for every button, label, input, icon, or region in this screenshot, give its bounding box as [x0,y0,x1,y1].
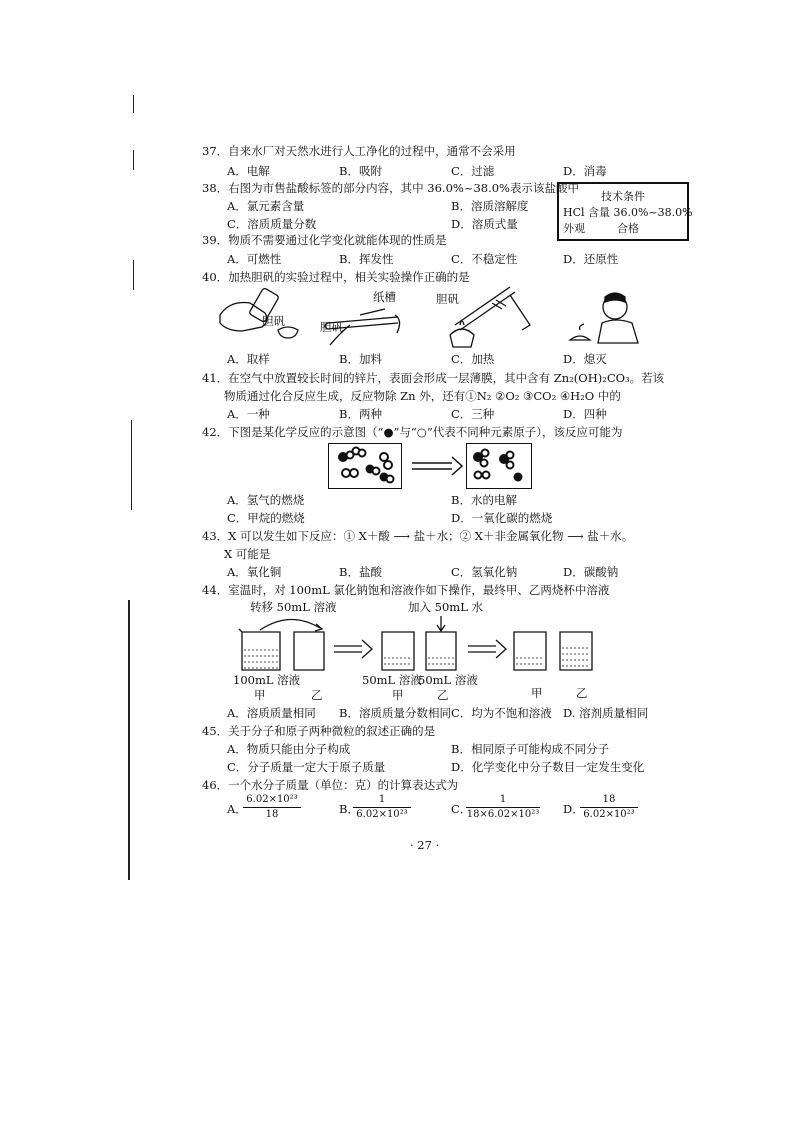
page-number: · 27 · [410,838,440,852]
q40-fig-b-label-trough: 纸槽 [373,290,396,304]
q37-option-b: B．吸附 [339,164,382,178]
q42-option-d: D．一氧化碳的燃烧 [451,511,553,525]
margin-mark [133,95,134,113]
q38-option-c: C．溶质质量分数 [227,217,317,231]
label-hcl-content: HCl 含量 36.0%~38.0% [563,206,693,219]
fraction-bar [466,807,540,808]
fig-c-heating [450,287,530,347]
q45-option-d: D．化学变化中分子数目一定发生变化 [451,760,645,774]
q46-option-d-fraction [580,794,638,821]
q39-option-b: B．挥发性 [339,252,394,266]
fig-a-take-sample [220,288,298,338]
q40-fig-c-label: 胆矾 [436,292,459,306]
q41-option-d: D．四种 [563,407,607,421]
q46-a-denominator: 18 [265,809,279,820]
q43-stem-line1: 43．X 可以发生如下反应：① X＋酸 ⟶ 盐＋水；② X＋非金属氧化物 ⟶ 盐＋水。 [202,529,634,543]
q46-c-numerator: 1 [499,794,507,805]
q45-option-b: B．相同原子可能构成不同分子 [451,742,609,756]
q40-fig-b-label-copper: 胆矾 [320,320,343,334]
q44-label-50ml-1: 50mL 溶液 [362,673,422,687]
q46-a-numerator: 6.02×10²³ [246,794,298,805]
q44-jia-2: 甲 [392,688,404,702]
label-appearance-value: 合格 [617,222,639,235]
q44-beakers-diagram [238,612,598,674]
hcl-label-box [557,182,693,241]
q40-option-a: A．取样 [227,352,270,366]
q46-option-a-fraction [243,794,301,821]
fraction-bar [353,807,411,808]
label-appearance-key: 外观 [563,222,585,235]
q37-option-a: A．电解 [227,164,270,178]
q39-option-a: A．可燃性 [227,252,282,266]
q37-stem: 37．自来水厂对天然水进行人工净化的过程中，通常不会采用 [202,144,516,158]
q46-stem: 46．一个水分子质量（单位：克）的计算表达式为 [202,778,459,792]
q43-stem-line2: X 可能是 [224,547,271,561]
q43-option-b: B．盐酸 [339,565,382,579]
margin-mark [133,260,134,290]
q42-option-a: A．氢气的燃烧 [227,493,305,507]
margin-mark [133,150,134,170]
q44-stem: 44．室温时，对 100mL 氯化钠饱和溶液作如下操作，最终甲、乙两烧杯中溶液 [202,583,610,597]
q39-option-d: D．还原性 [563,252,619,266]
q41-stem-line1: 41．在空气中放置较长时间的锌片，表面会形成一层薄膜，其中含有 Zn₂(OH)₂CO₃。若该 [202,371,665,385]
q44-option-d: D. 溶剂质量相同 [563,706,649,720]
label-title: 技术条件 [601,190,645,203]
q46-option-d-letter: D． [563,802,584,816]
fig-d-extinguish [570,293,638,343]
q44-jia-1: 甲 [254,688,266,702]
q46-option-c-letter: C． [451,802,472,816]
q37-option-c: C．过滤 [451,164,495,178]
q44-yi-3: 乙 [576,686,588,700]
q45-option-c: C．分子质量一定大于原子质量 [227,760,386,774]
q43-option-c: C．氢氧化钠 [451,565,518,579]
q42-stem: 42．下图是某化学反应的示意图（“●”与“○”代表不同种元素原子），该反应可能为 [202,425,623,439]
q44-option-c: C．均为不饱和溶液 [451,706,552,720]
q44-yi-1: 乙 [311,688,323,702]
q40-option-b: B．加料 [339,352,382,366]
q41-option-b: B．两种 [339,407,382,421]
q43-option-d: D．碳酸钠 [563,565,619,579]
q41-option-c: C．三种 [451,407,495,421]
q39-option-c: C．不稳定性 [451,252,518,266]
q46-b-denominator: 6.02×10²³ [356,809,408,820]
q38-option-d: D．溶质式量 [451,217,518,231]
q41-option-a: A．一种 [227,407,270,421]
q44-option-a: A．溶质质量相同 [227,706,316,720]
fraction-bar [580,807,638,808]
q44-yi-2: 乙 [437,688,449,702]
q44-label-50ml-2: 50mL 溶液 [418,673,478,687]
q44-label-100ml: 100mL 溶液 [233,673,301,687]
q38-option-a: A．氯元素含量 [227,199,305,213]
q45-stem: 45．关于分子和原子两种微粒的叙述正确的是 [202,724,436,738]
q46-b-numerator: 1 [378,794,386,805]
q38-stem: 38．右图为市售盐酸标签的部分内容，其中 36.0%~38.0%表示该盐酸中 [202,181,579,195]
q46-d-denominator: 6.02×10²³ [583,809,635,820]
q43-option-a: A．氧化铜 [227,565,282,579]
q42-option-c: C．甲烷的燃烧 [227,511,305,525]
fraction-bar [243,807,301,808]
q46-option-b-letter: B． [339,802,359,816]
q38-option-b: B．溶质溶解度 [451,199,529,213]
q45-option-a: A．物质只能由分子构成 [227,742,351,756]
q42-option-b: B．水的电解 [451,493,517,507]
margin-mark [131,420,132,510]
q40-stem: 40．加热胆矾的实验过程中，相关实验操作正确的是 [202,270,470,284]
q46-d-numerator: 18 [602,794,616,805]
q41-stem-line2: 物质通过化合反应生成，反应物除 Zn 外，还有①N₂ ②O₂ ③CO₂ ④H₂O 中的 [224,389,621,403]
q46-option-c-fraction [466,794,540,821]
q46-option-b-fraction [353,794,411,821]
margin-mark [128,600,130,880]
q42-reaction-diagram [328,443,538,489]
q40-option-c: C．加热 [451,352,495,366]
q39-stem: 39．物质不需要通过化学变化就能体现的性质是 [202,233,447,247]
q37-option-d: D．消毒 [563,164,607,178]
q44-transfer-label: 转移 50mL 溶液 [250,600,337,614]
q44-jia-3: 甲 [531,686,543,700]
q46-option-a-letter: A． [227,802,247,816]
q46-c-denominator: 18×6.02×10²³ [466,809,540,820]
q40-option-d: D．熄灭 [563,352,607,366]
q44-option-b: B．溶质质量分数相同 [339,706,451,720]
q40-fig-a-label: 胆矾 [262,314,285,328]
q44-add-water-label: 加入 50mL 水 [408,600,483,614]
